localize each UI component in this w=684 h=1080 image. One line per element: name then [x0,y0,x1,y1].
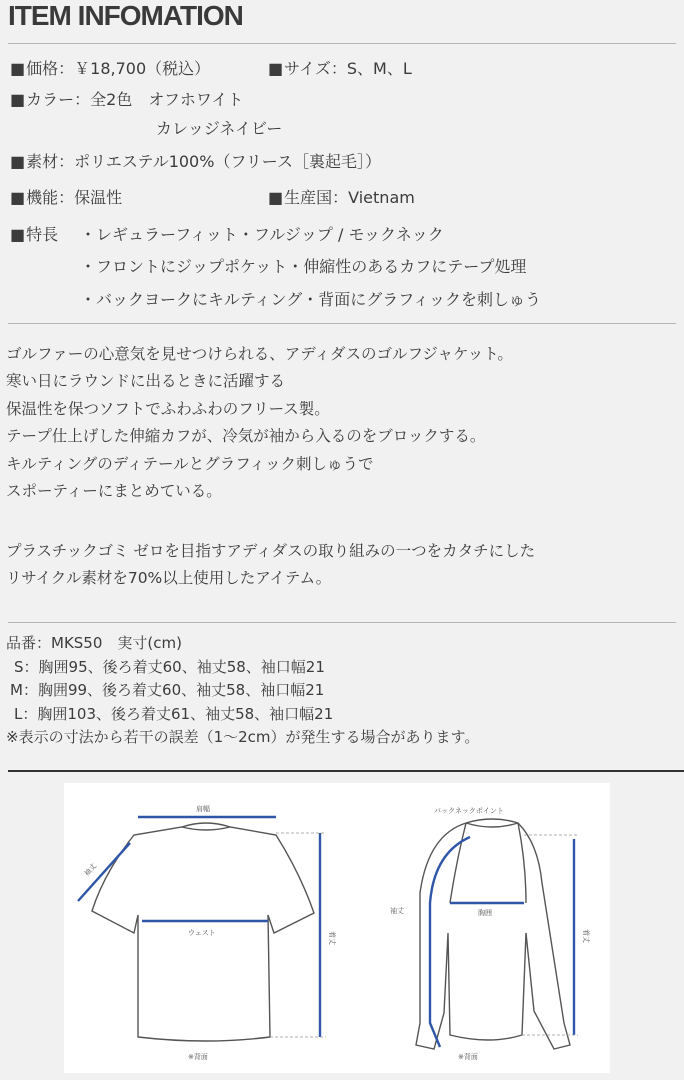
caption-right: ※背面 [458,1053,478,1061]
caption-left: ※背面 [188,1053,208,1061]
size-note: ※表示の寸法から若干の誤差（1〜2cm）が発生する場合があります。 [6,728,480,747]
description [6,341,513,505]
origin-value: Vietnam [348,188,415,207]
description-line: テープ仕上げした伸縮カフが、冷気が袖から入るのをブロックする。 [6,427,486,446]
description-line: 保温性を保つソフトでふわふわのフリース製。 [6,399,330,418]
color-value-2: カレッジネイビー [156,119,283,138]
label-shoulder: 肩幅 [196,805,210,813]
description-line: ゴルファーの心意気を見せつけられる、アディダスのゴルフジャケット。 [6,345,513,363]
size-header: 品番：MKS50 実寸(cm) [6,634,182,652]
raglan-seam [450,823,466,903]
spec-size [268,56,412,79]
origin-label: ■ 生産国： [268,188,348,207]
recycle-line: プラスチックゴミ ゼロを目指すアディダスの取り組みの一つをカタチにした [6,542,536,560]
description-divider [8,622,676,623]
price-value: ￥18,700（税込） [74,59,211,78]
label-backneck: バックネックポイント [434,807,504,815]
longsleeve-collar [466,823,518,827]
longsleeve-outline [416,819,570,1049]
feature-item: ・フロントにジップポケット・伸縮性のあるカフにテープ処理 [80,257,527,276]
spec-features [10,222,58,245]
feature-item: ・レギュラーフィット・フルジップ / モックネック [80,225,444,244]
spec-color [10,87,243,110]
spec-origin [268,185,415,208]
page-title: ITEM INFOMATION [8,0,243,31]
size-table [6,632,479,750]
size-value: S、M、L [346,59,412,78]
measurement-svg [64,783,610,1073]
label-sleeve-right: 袖丈 [390,907,404,915]
function-label: ■ 機能： [10,188,74,207]
label-sleeve-left: 袖丈 [82,862,99,878]
tshirt-collar [182,827,230,830]
spec-function [10,185,122,208]
size-row-l: L：胸囲103、後ろ着丈61、袖丈58、袖口幅21 [14,704,334,723]
spec-price [10,56,210,79]
size-row-m: M：胸囲99、後ろ着丈60、袖丈58、袖口幅21 [10,681,325,700]
price-label: ■ 価格： [10,59,74,78]
measurement-diagram [64,783,610,1073]
specs-divider [8,323,676,324]
description-line: 寒い日にラウンドに出るときに活躍する [6,372,286,391]
size-row-s: S：胸囲95、後ろ着丈60、袖丈58、袖口幅21 [14,657,325,676]
recycle-note [6,538,535,593]
material-value: ポリエステル100%（フリース［裏起毛］） [74,152,382,171]
spec-material [10,149,381,172]
size-divider [8,770,684,772]
label-length-right: 着丈 [582,929,590,943]
color-label: ■ カラー： [10,90,90,109]
color-value-1: 全2色 オフホワイト [90,90,244,109]
label-waist: ウェスト [188,929,216,937]
title-divider [8,43,676,44]
material-label: ■ 素材： [10,152,74,171]
description-line: キルティングのディテールとグラフィック刺しゅうで [6,454,374,473]
feature-item: ・バックヨークにキルティング・背面にグラフィックを刺しゅう [80,290,541,309]
label-chest: 胸囲 [478,909,492,917]
features-label: ■ 特長 [10,225,58,244]
function-value: 保温性 [74,188,123,207]
label-length-left: 着丈 [328,931,336,945]
description-line: スポーティーにまとめている。 [6,482,222,501]
recycle-line: リサイクル素材を70%以上使用したアイテム。 [6,569,332,588]
size-label: ■ サイズ： [268,59,347,78]
